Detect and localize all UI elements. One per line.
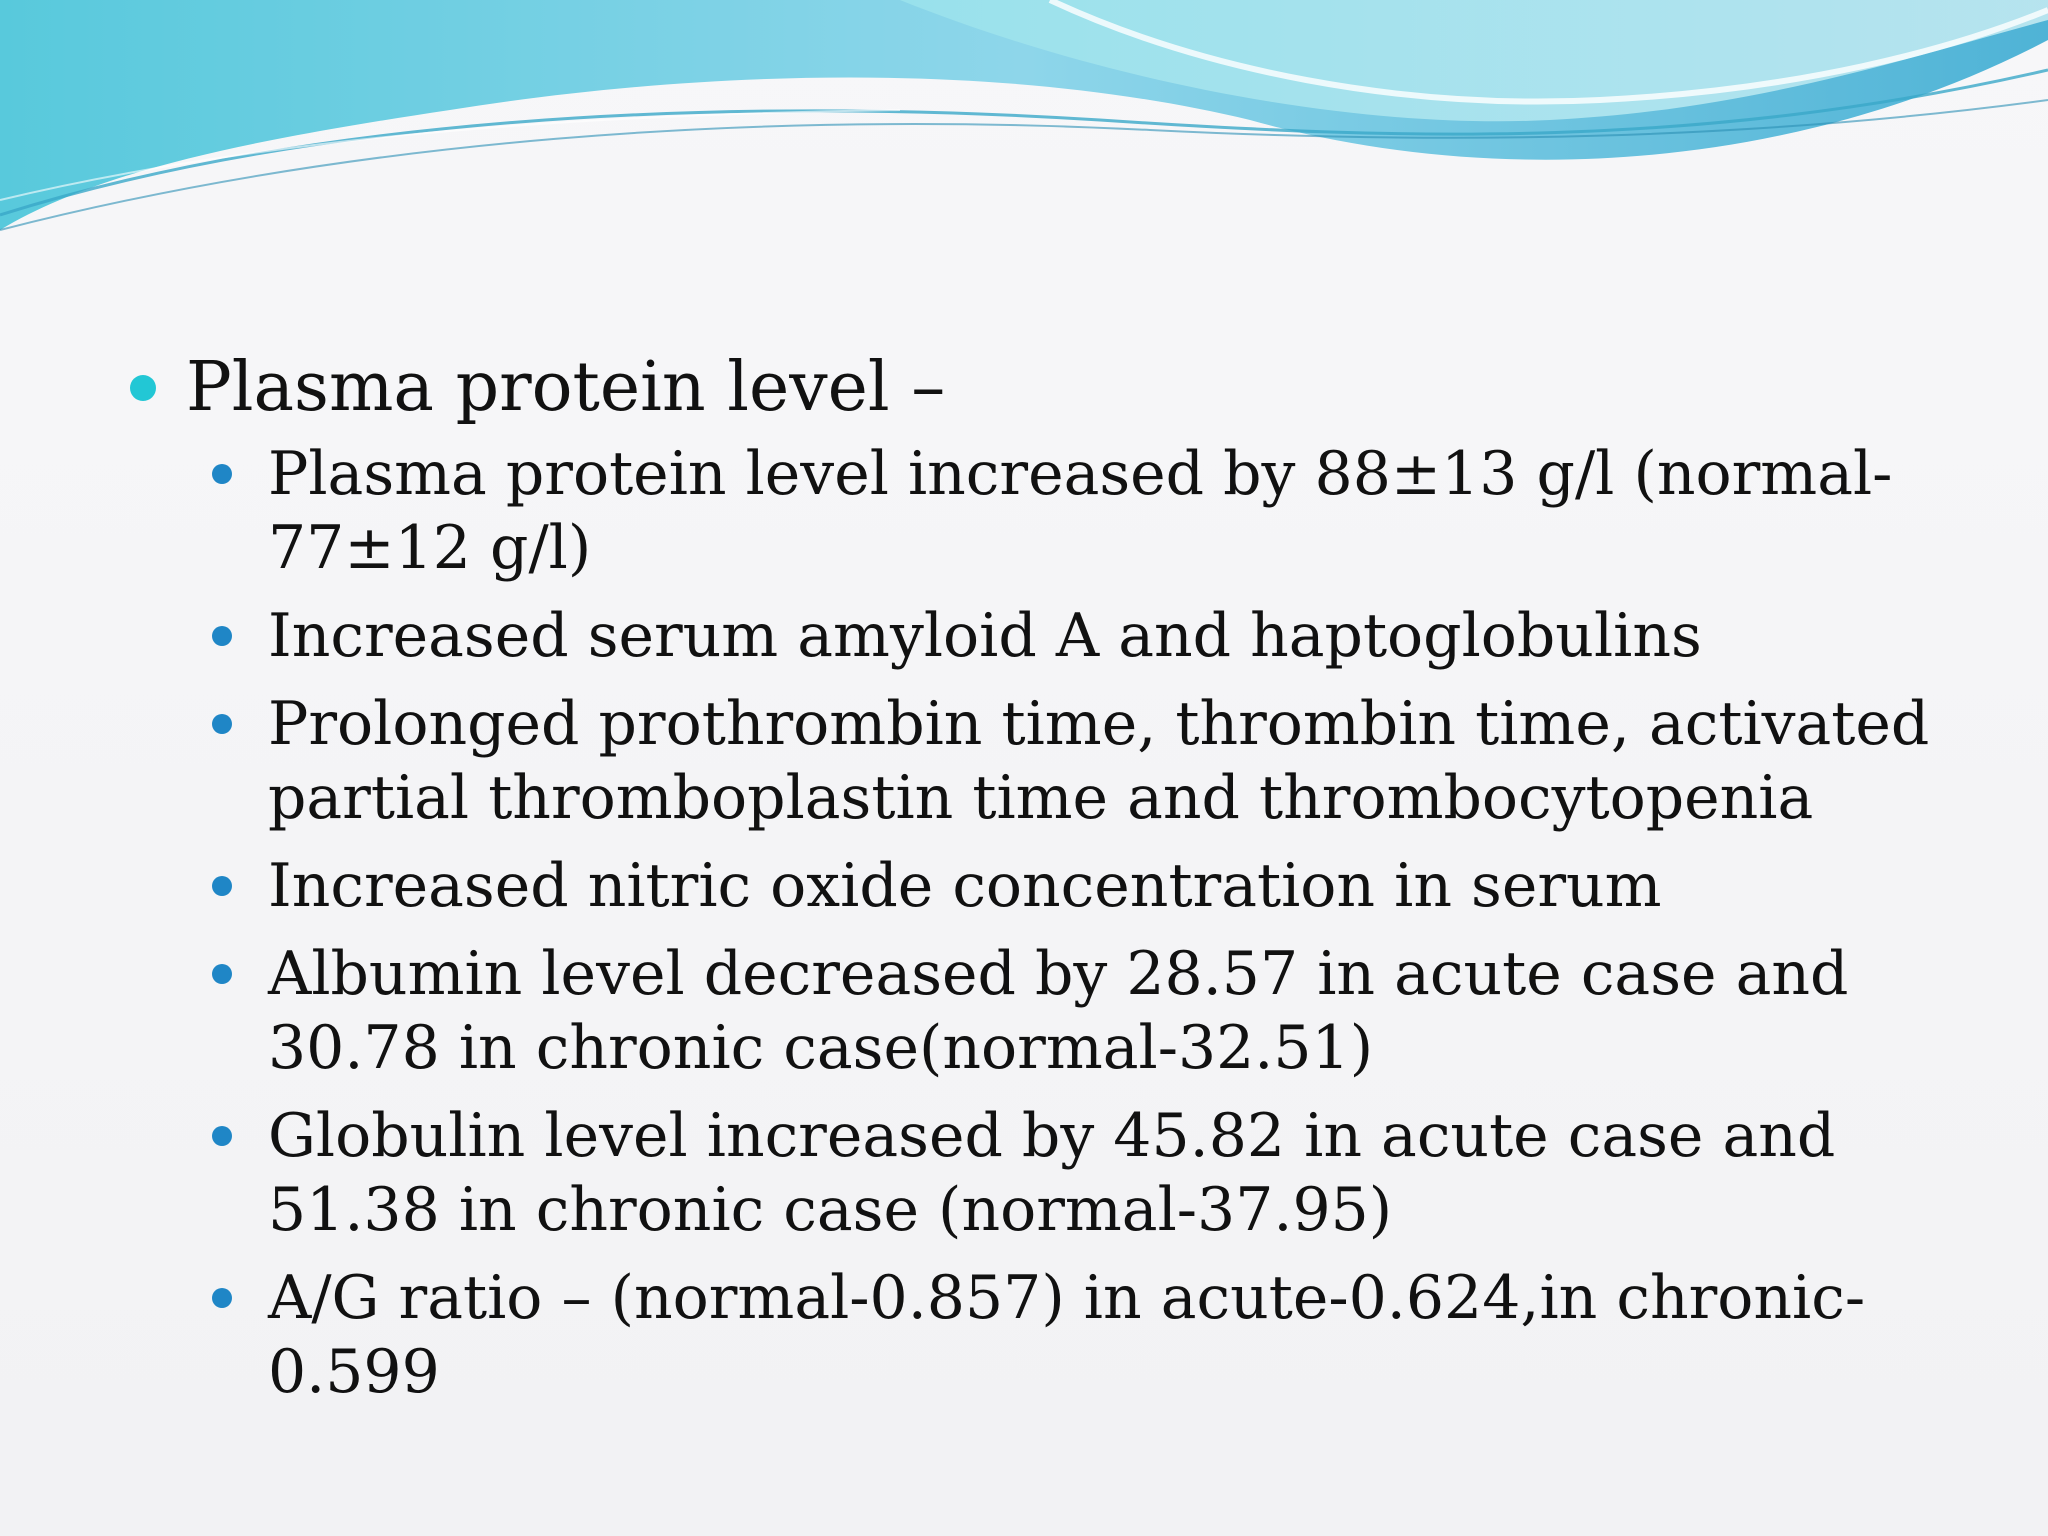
bullet-dot-icon xyxy=(212,964,232,984)
list-item-text: A/G ratio – (normal-0.857) in acute-0.624,in chronic-0.599 xyxy=(268,1263,1866,1407)
bullet-dot-icon xyxy=(212,1288,232,1308)
list-item-text: Increased serum amyloid A and haptoglobulins xyxy=(268,601,1702,671)
list-item-text: Plasma protein level increased by 88±13 g/l (normal-77±12 g/l) xyxy=(268,439,1893,583)
list-item-text: Increased nitric oxide concentration in serum xyxy=(268,851,1662,921)
list-item-text: Albumin level decreased by 28.57 in acute case and 30.78 in chronic case(normal-32.51) xyxy=(268,939,1849,1083)
list-item-text: Globulin level increased by 45.82 in acute case and 51.38 in chronic case (normal-37.95) xyxy=(268,1101,1836,1245)
bullet-dot-icon xyxy=(212,464,232,484)
sub-bullet-list xyxy=(130,437,1980,1409)
list-item xyxy=(212,849,1980,923)
bullet-dot-icon xyxy=(212,714,232,734)
bullet-dot-icon xyxy=(212,1126,232,1146)
bullet-dot-icon xyxy=(212,626,232,646)
bullet-heading xyxy=(130,345,1980,431)
list-item xyxy=(212,599,1980,673)
list-item xyxy=(212,1099,1980,1247)
header-wave-decoration xyxy=(0,0,2048,260)
bullet-dot-icon xyxy=(212,876,232,896)
list-item xyxy=(212,937,1980,1085)
list-item xyxy=(212,1261,1980,1409)
list-item-text: Prolonged prothrombin time, thrombin time, activated partial thromboplastin time and thrombocytopenia xyxy=(268,689,1930,833)
list-item xyxy=(212,687,1980,835)
list-item xyxy=(212,437,1980,585)
bullet-dot-icon xyxy=(130,375,156,401)
heading-text: Plasma protein level – xyxy=(186,348,946,427)
slide-content xyxy=(130,345,1980,1423)
